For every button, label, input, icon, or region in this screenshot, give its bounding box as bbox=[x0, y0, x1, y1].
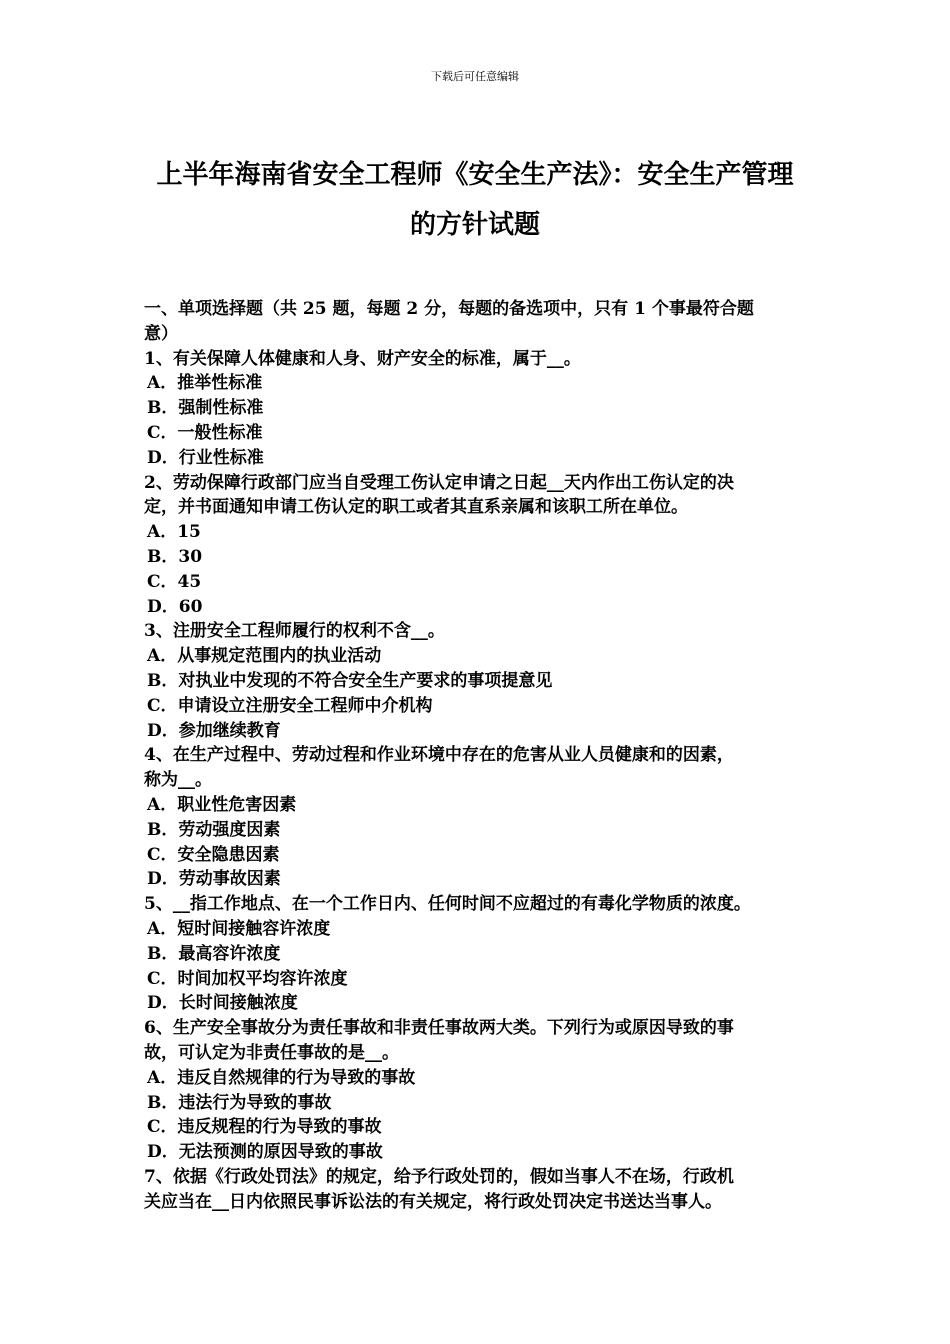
question-2 bbox=[144, 471, 816, 620]
header-note: 下载后可任意编辑 bbox=[431, 70, 519, 83]
title-line-1: 上半年海南省安全工程师《安全生产法》：安全生产管理 bbox=[156, 160, 794, 190]
title-line-2: 的方针试题 bbox=[409, 210, 540, 240]
section-intro-continued: 意） bbox=[144, 323, 178, 344]
question-text-continued: 定，并书面通知申请工伤认定的职工或者其直系亲属和该职工所在单位。 bbox=[144, 497, 688, 518]
option-d: D．60 bbox=[147, 596, 203, 617]
question-text: 5、__指工作地点、在一个工作日内、任何时间不应超过的有毒化学物质的浓度。 bbox=[144, 894, 751, 915]
question-text-continued: 故，可认定为非责任事故的是__。 bbox=[144, 1042, 399, 1063]
option-a: A．职业性危害因素 bbox=[147, 794, 297, 815]
document-body bbox=[144, 297, 816, 1214]
option-a: A．短时间接触容许浓度 bbox=[147, 918, 331, 939]
question-text-continued: 称为__。 bbox=[144, 770, 212, 791]
option-d: D．无法预测的原因导致的事故 bbox=[147, 1142, 383, 1163]
option-a: A．违反自然规律的行为导致的事故 bbox=[147, 1067, 416, 1088]
document-title bbox=[120, 150, 830, 250]
option-d: D．劳动事故因素 bbox=[147, 869, 281, 890]
question-text: 7、依据《行政处罚法》的规定，给予行政处罚的，假如当事人不在场，行政机 bbox=[144, 1166, 734, 1187]
option-b: B．对执业中发现的不符合安全生产要求的事项提意见 bbox=[147, 670, 553, 691]
option-d: D．长时间接触浓度 bbox=[147, 993, 298, 1014]
section-intro: 一、单项选择题（共 25 题，每题 2 分，每题的备选项中，只有 1 个事最符合题 bbox=[144, 299, 754, 319]
option-b: B．劳动强度因素 bbox=[147, 819, 281, 840]
option-c: C．违反规程的行为导致的事故 bbox=[147, 1117, 382, 1138]
question-7 bbox=[144, 1165, 816, 1215]
option-c: C．时间加权平均容许浓度 bbox=[147, 968, 348, 989]
question-text: 2、劳动保障行政部门应当自受理工伤认定申请之日起__天内作出工伤认定的决 bbox=[144, 472, 734, 493]
question-text-continued: 关应当在__日内依照民事诉讼法的有关规定，将行政处罚决定书送达当事人。 bbox=[144, 1191, 722, 1212]
option-b: B．强制性标准 bbox=[147, 398, 264, 419]
option-b: B．30 bbox=[147, 546, 203, 567]
option-c: C．一般性标准 bbox=[147, 422, 263, 443]
option-a: A．15 bbox=[147, 522, 201, 543]
question-text: 3、注册安全工程师履行的权利不含__。 bbox=[144, 621, 445, 642]
option-c: C．申请设立注册安全工程师中介机构 bbox=[147, 695, 433, 716]
question-text: 1、有关保障人体健康和人身、财产安全的标准，属于__。 bbox=[144, 348, 581, 369]
question-text: 6、生产安全事故分为责任事故和非责任事故两大类。下列行为或原因导致的事 bbox=[144, 1018, 734, 1039]
option-d: D．行业性标准 bbox=[147, 447, 264, 468]
option-c: C．安全隐患因素 bbox=[147, 844, 280, 865]
option-a: A．推举性标准 bbox=[147, 373, 263, 394]
question-5 bbox=[144, 892, 816, 1016]
question-text: 4、在生产过程中、劳动过程和作业环境中存在的危害从业人员健康和的因素， bbox=[144, 745, 734, 766]
question-3 bbox=[144, 619, 816, 743]
option-b: B．最高容许浓度 bbox=[147, 943, 281, 964]
option-d: D．参加继续教育 bbox=[147, 720, 281, 741]
question-6 bbox=[144, 1016, 816, 1165]
option-a: A．从事规定范围内的执业活动 bbox=[147, 646, 382, 667]
option-c: C．45 bbox=[147, 571, 202, 592]
question-4 bbox=[144, 743, 816, 892]
question-1 bbox=[144, 347, 816, 471]
option-b: B．违法行为导致的事故 bbox=[147, 1092, 332, 1113]
